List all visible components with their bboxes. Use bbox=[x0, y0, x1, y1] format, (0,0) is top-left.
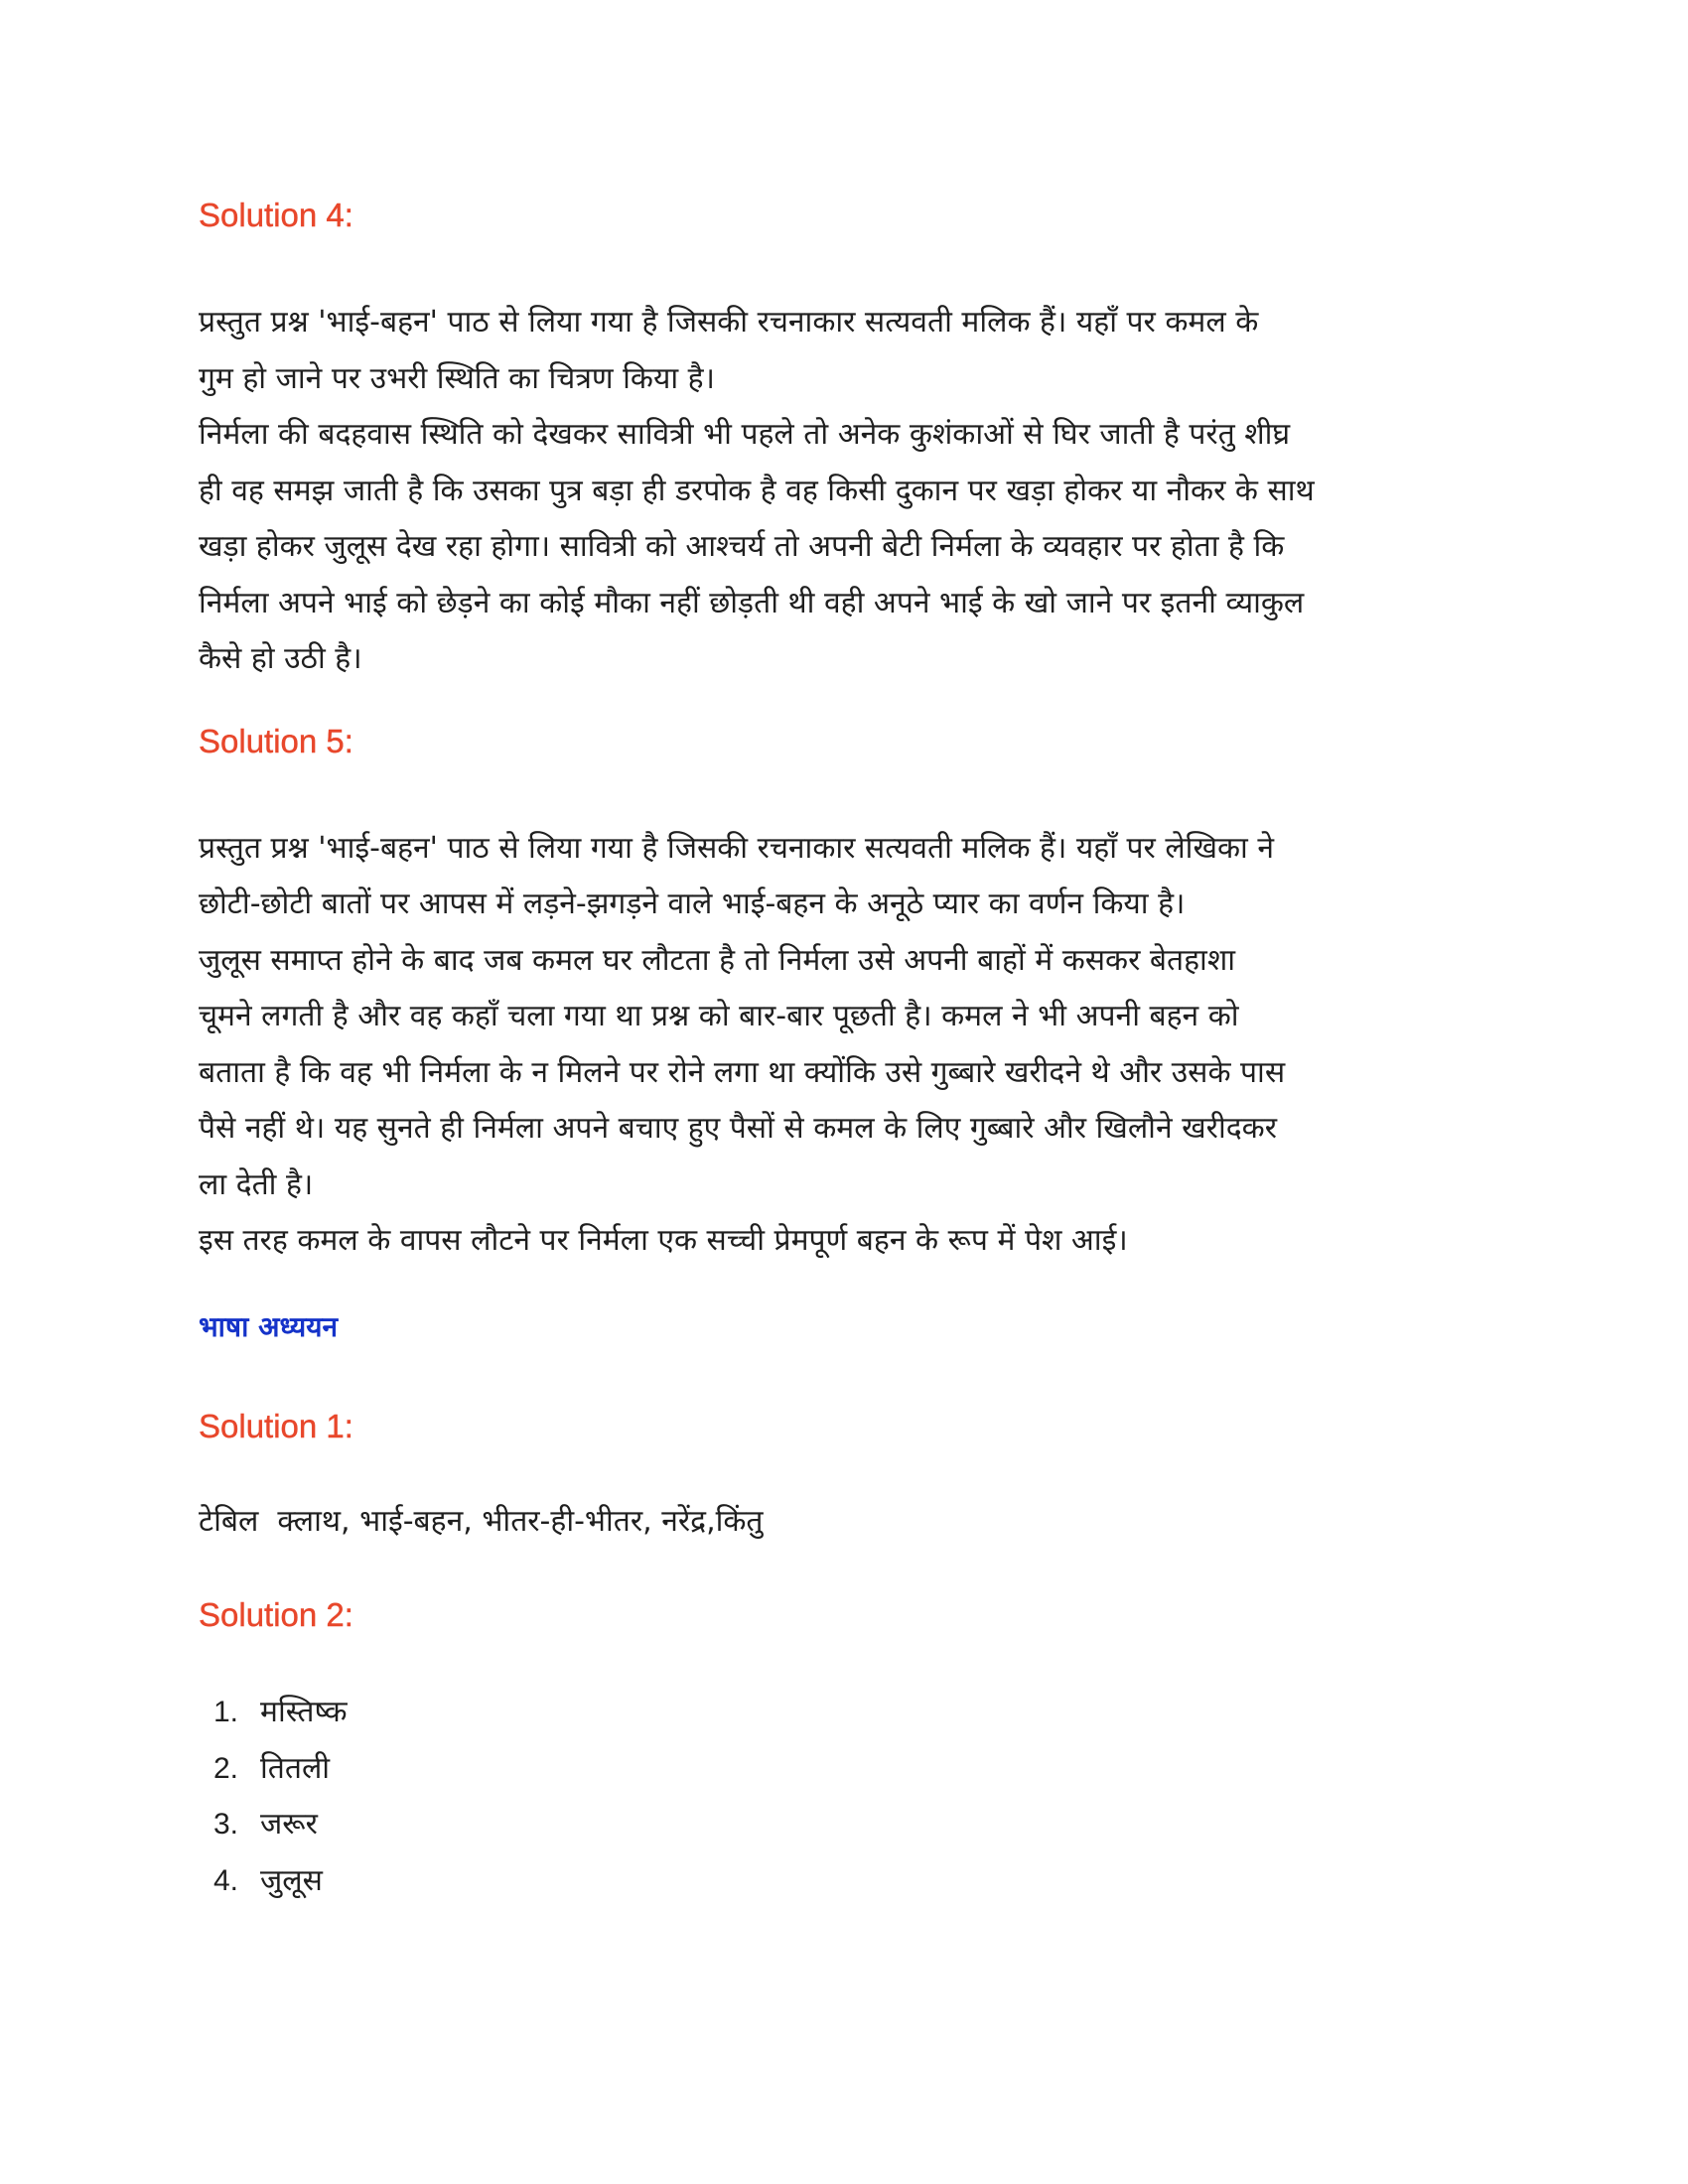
answer-line: ला देती है। bbox=[199, 1166, 314, 1202]
list-number: 2. bbox=[212, 1751, 238, 1785]
list-number: 3. bbox=[212, 1808, 238, 1841]
solution-1-answer bbox=[199, 1494, 1489, 1551]
answer-line: प्रस्तुत प्रश्न 'भाई-बहन' पाठ से लिया गया है जिसकी रचनाकार सत्यवती मलिक हैं। यहाँ पर कमल के bbox=[199, 305, 1259, 340]
answer-line: बताता है कि वह भी निर्मला के न मिलने पर रोने लगा था क्योंकि उसे गुब्बारे खरीदने थे और उसके पास bbox=[199, 1054, 1286, 1090]
answer-line: जुलूस समाप्त होने के बाद जब कमल घर लौटता है तो निर्मला उसे अपनी बाहों में कसकर बेतहाशा bbox=[199, 942, 1235, 978]
answer-line: निर्मला की बदहवास स्थिति को देखकर सावित्री भी पहले तो अनेक कुशंकाओं से घिर जाती है परंतु शीघ्र bbox=[199, 417, 1291, 452]
list-text: तितली bbox=[260, 1750, 331, 1786]
list-item bbox=[199, 1797, 1489, 1853]
list-item bbox=[199, 1741, 1489, 1798]
solution-5-heading: Solution 5: bbox=[199, 722, 353, 759]
document-page bbox=[199, 194, 1489, 1909]
list-text: मस्तिष्क bbox=[260, 1695, 348, 1729]
answer-line: गुम हो जाने पर उभरी स्थिति का चित्रण किया है। bbox=[199, 360, 715, 396]
solution-2-heading: Solution 2: bbox=[199, 1596, 353, 1633]
list-text: जरूर bbox=[260, 1807, 318, 1842]
list-text: जुलूस bbox=[260, 1862, 323, 1898]
language-study-heading: भाषा अध्ययन bbox=[199, 1309, 339, 1343]
answer-line: निर्मला अपने भाई को छेड़ने का कोई मौका नहीं छोड़ती थी वही अपने भाई के खो जाने पर इतनी व्याकुल bbox=[199, 585, 1305, 620]
list-number: 4. bbox=[212, 1863, 238, 1897]
solution-4-heading: Solution 4: bbox=[199, 197, 353, 233]
answer-line: टेबिल क्लाथ, भाई-बहन, भीतर-ही-भीतर, नरेंद्र,किंतु bbox=[199, 1503, 764, 1539]
solution-1-heading: Solution 1: bbox=[199, 1407, 353, 1444]
solution-2-list bbox=[199, 1685, 1489, 1909]
answer-line: ही वह समझ जाती है कि उसका पुत्र बड़ा ही डरपोक है वह किसी दुकान पर खड़ा होकर या नौकर के साथ bbox=[199, 473, 1315, 508]
solution-5-answer bbox=[199, 821, 1489, 1270]
list-number: 1. bbox=[212, 1696, 238, 1728]
answer-line: चूमने लगती है और वह कहाँ चला गया था प्रश्न को बार-बार पूछती है। कमल ने भी अपनी बहन को bbox=[199, 999, 1239, 1033]
answer-line: कैसे हो उठी है। bbox=[199, 641, 362, 676]
answer-line: छोटी-छोटी बातों पर आपस में लड़ने-झगड़ने वाले भाई-बहन के अनूठे प्यार का वर्णन किया है। bbox=[199, 887, 1186, 921]
answer-line: इस तरह कमल के वापस लौटने पर निर्मला एक सच्ची प्रेमपूर्ण बहन के रूप में पेश आई। bbox=[199, 1223, 1128, 1258]
answer-line: पैसे नहीं थे। यह सुनते ही निर्मला अपने बचाए हुए पैसों से कमल के लिए गुब्बारे और खिलौने खरीदकर bbox=[199, 1111, 1277, 1146]
answer-line: प्रस्तुत प्रश्न 'भाई-बहन' पाठ से लिया गया है जिसकी रचनाकार सत्यवती मलिक हैं। यहाँ पर लेखिका ने bbox=[199, 830, 1274, 866]
list-item bbox=[199, 1685, 1489, 1741]
list-item bbox=[199, 1853, 1489, 1910]
answer-line: खड़ा होकर जुलूस देख रहा होगा। सावित्री को आश्चर्य तो अपनी बेटी निर्मला के व्यवहार पर होता है कि bbox=[199, 529, 1285, 564]
solution-4-answer bbox=[199, 295, 1489, 688]
